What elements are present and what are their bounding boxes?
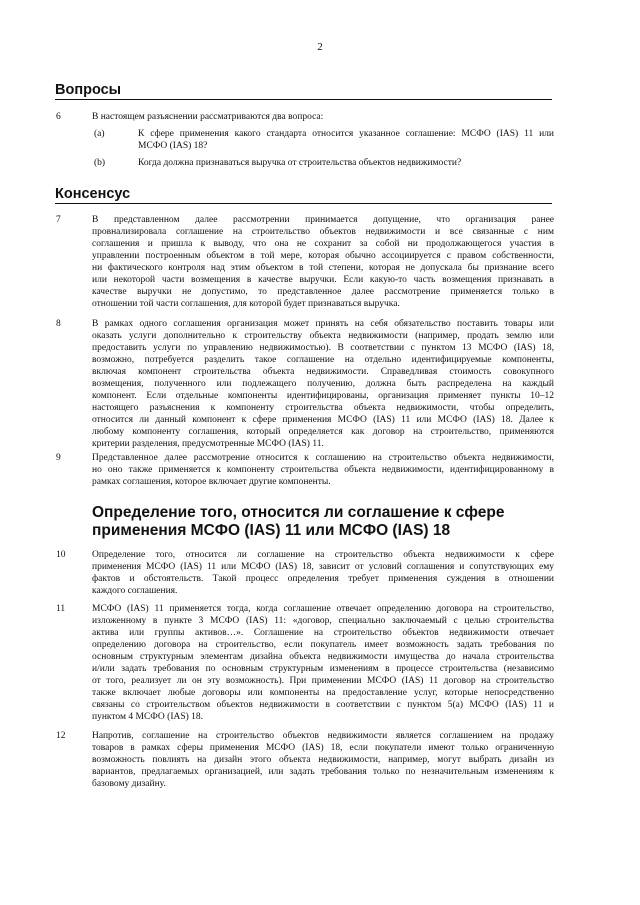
section-heading-questions: Вопросы [55,82,552,100]
paragraph-text [92,452,554,488]
paragraph-line: базовому дизайну. [92,779,166,789]
paragraph-line: актива или группы активов…». Соглашение на строительство объектов недвижимости отвечает [92,628,554,638]
paragraph-line: вариантов, предлагаемых организацией, или задать требования только по незначительным изменениям к [92,767,554,777]
paragraph-line: также включает любые договоры или компоненты на предоставление услуг, которые непосредственно [92,688,554,698]
paragraph-line: предоставить услуги по управлению недвижимостью). В соответствии с пунктом 13 МСФО (IAS) 18, [92,343,554,353]
paragraph-line: изложенному в пункте 3 МСФО (IAS) 11: «договор, специально заключаемый с целью строительства [92,616,554,626]
sub-item-line: МСФО (IAS) 18? [138,141,208,151]
sub-item-line: К сфере применения какого стандарта относится указанное соглашение: МСФО (IAS) 11 или [138,129,554,139]
paragraph-line: но оно также применяется к компоненту строительства объекта недвижимости, идентифицированному в [92,465,554,475]
paragraph-line: каждого соглашения. [92,586,178,596]
paragraph-number: 7 [56,215,61,225]
paragraph-line: применения МСФО (IAS) 11 или МСФО (IAS) 18, зависит от условий соглашения и сопутствующих ему [92,562,554,572]
paragraph-text [92,214,554,310]
paragraph-line: возможность повлиять на дизайн этого объекта недвижимости, например, могут выбрать дизайн из [92,755,554,765]
paragraph-line: соглашения и пришла к выводу, что она не сохранит за собой ни продолжающегося участия в [92,239,554,249]
section-heading-determination [92,504,552,540]
paragraph-line: компонент. Если отдельные компоненты идентифицированы, организация применяет пункты 10–12 [92,391,554,401]
paragraph-line: управлении построенным объектом в той мере, которая обычно ассоциируется с правом собственности, [92,251,554,261]
paragraph-text [92,549,554,597]
sub-item-label: (b) [94,158,106,168]
paragraph-number: 10 [56,550,66,560]
paragraph-line: любому компоненту соглашения, который определяется как договор на строительство, применяются [92,427,554,437]
sub-item-text [138,128,554,152]
paragraph-line: В представленном далее рассмотрении принимается допущение, что организация ранее [92,215,554,225]
paragraph-text [92,111,554,123]
paragraph-line: Напротив, соглашение на строительство объектов недвижимости является соглашением на продажу [92,731,554,741]
paragraph-line: возмещения, полученного или подлежащего получению, должна быть распределена на каждый [92,379,554,389]
paragraph-line: критерии разделения, предусмотренные МСФО (IAS) 11. [92,439,324,449]
paragraph-line: и/или задать требования по основным структурным изменениям в процессе строительства (независимо [92,664,554,674]
sub-item-line: Когда должна признаваться выручка от строительства объектов недвижимости? [138,158,462,168]
paragraph-line: или некоторой части возмещения в качестве выручки. Если какую-то часть возмещения признавать в [92,275,554,285]
paragraph-line: Представленное далее рассмотрение относится к соглашению на строительство объекта недвижимости, [92,453,554,463]
section-heading-consensus: Консенсус [55,186,552,204]
paragraph-line: основным структурным элементам дизайна объекта недвижимости имущества до начала строительства [92,652,554,662]
paragraph-line: товаров в рамках сферы применения МСФО (IAS) 18, если покупатели имеют только ограниченную [92,743,554,753]
heading-line: Определение того, относится ли соглашение к сфере [92,504,505,521]
paragraph-line: относится ли данный компонент к сфере применения МСФО (IAS) 11 или МСФО (IAS) 18. Далее к [92,415,554,425]
paragraph-line: от того, реализует ли он эту возможность). При применении МСФО (IAS) 11 договор на строительство [92,676,554,686]
paragraph-number: 11 [56,604,66,614]
paragraph-line: определению договора на строительство, если покупатель имеет возможность задать требования по [92,640,554,650]
paragraph-line: провнализировала соглашение на строительство объектов недвижимости и все связанные с ним [92,227,554,237]
sub-item-text [138,157,554,169]
paragraph-line: Определение того, относится ли соглашение на строительство объекта недвижимости к сфере [92,550,554,560]
paragraph-line: оказать услуги дополнительно к строительству объекта недвижимости (например, продать землю или [92,331,554,341]
paragraph-line: ни фактического контроля над этим объектом в той степени, которая не допускала бы признание всего [92,263,554,273]
sub-item-label: (a) [94,129,105,139]
paragraph-number: 6 [56,112,61,122]
paragraph-number: 12 [56,731,66,741]
paragraph-line: В настоящем разъяснении рассматриваются два вопроса: [92,112,324,122]
paragraph-line: рамках соглашения, которое включает другие компоненты. [92,477,331,487]
paragraph-number: 9 [56,453,61,463]
paragraph-line: возможно, потребуется разделить такое соглашение на отдельно идентифицируемые компоненты, [92,355,554,365]
paragraph-line: МСФО (IAS) 11 применяется тогда, когда соглашение отвечает определению договора на строительство, [92,604,554,614]
paragraph-line: включая компонент строительства объекта недвижимости. Справедливая стоимость совокупного [92,367,554,377]
paragraph-number: 8 [56,319,61,329]
paragraph-line: фактов и обстоятельств. Такой процесс определения требует применения суждения в отношении [92,574,554,584]
paragraph-line: отношении той части соглашения, для которой будет признаваться выручка. [92,299,400,309]
paragraph-text [92,730,554,790]
page-number: 2 [317,41,323,53]
paragraph-text [92,603,554,723]
heading-line: применения МСФО (IAS) 11 или МСФО (IAS) 18 [92,522,451,539]
paragraph-line: пунктом 4 МСФО (IAS) 18. [92,712,204,722]
paragraph-text [92,318,554,450]
paragraph-line: качестве выручки не допустимо, то представленное далее рассмотрение применяется только в [92,287,554,297]
paragraph-line: связаны со строительством объектов недвижимости в соответствии с пунктом 5(a) МСФО (IAS) 11 и [92,700,554,710]
paragraph-line: В рамках одного соглашения организация может принять на себя обязательство поставить товары или [92,319,554,329]
paragraph-line: настоящего разъяснения к компоненту строительства объекта недвижимости, чтобы определить, [92,403,554,413]
